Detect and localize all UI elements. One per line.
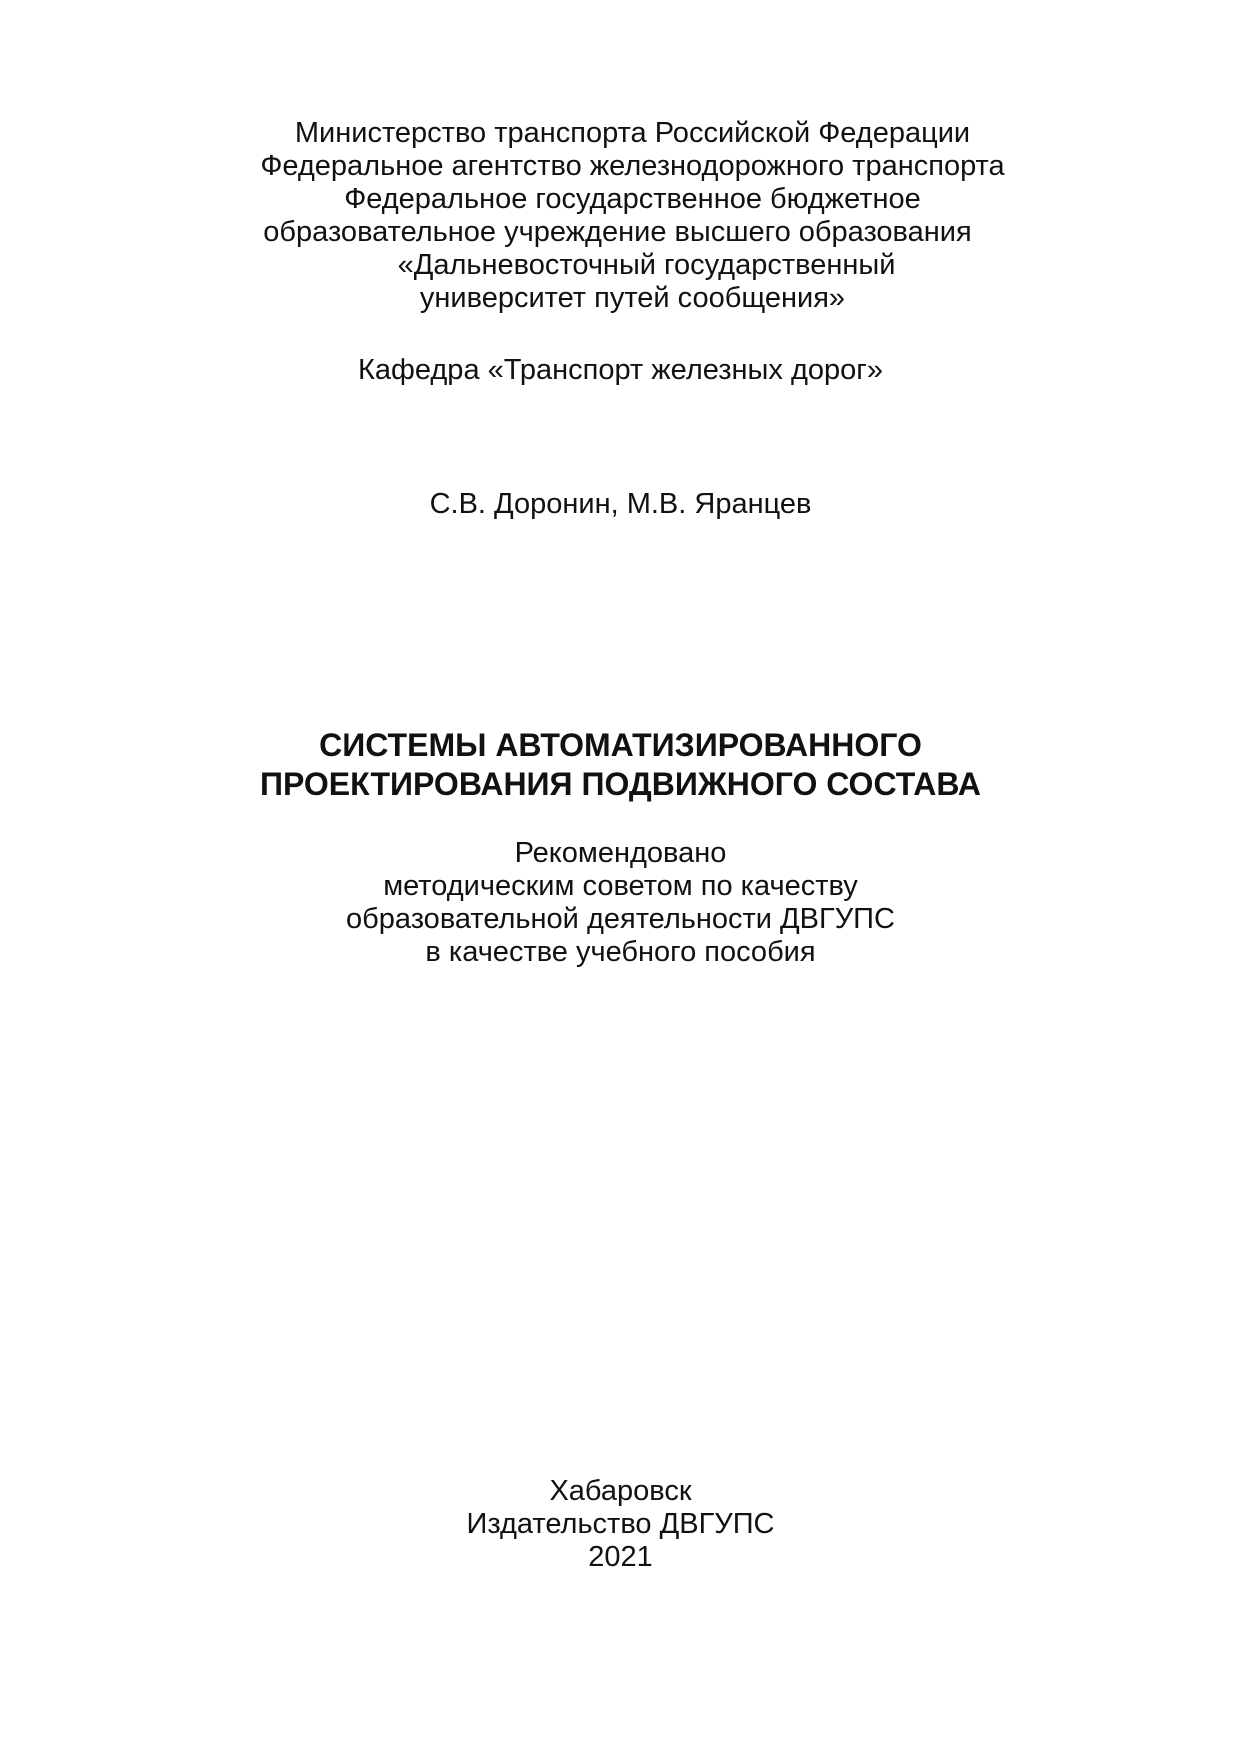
recommendation: [0, 837, 1241, 969]
institution-type-line: Федеральное государственное бюджетное: [344, 183, 921, 215]
department: [0, 354, 1241, 387]
department-line: Кафедра «Транспорт железных дорог»: [358, 354, 883, 386]
recommendation-line-1: Рекомендовано: [514, 837, 727, 869]
title-line-2: ПРОЕКТИРОВАНИЯ ПОДВИЖНОГО СОСТАВА: [259, 766, 982, 802]
recommendation-line-2: методическим советом по качеству: [383, 870, 858, 902]
imprint: [0, 1475, 1241, 1574]
university-name-line-1: «Дальневосточный государственный: [397, 249, 896, 281]
recommendation-line-3: образовательной деятельности ДВГУПС: [346, 903, 895, 935]
imprint-year: 2021: [588, 1541, 653, 1573]
recommendation-line-4: в качестве учебного пособия: [425, 936, 816, 968]
imprint-publisher: Издательство ДВГУПС: [466, 1508, 775, 1540]
organization-header: [0, 117, 1241, 315]
title-line-1: СИСТЕМЫ АВТОМАТИЗИРОВАННОГО: [319, 727, 922, 763]
university-name-line-2: университет путей сообщения»: [419, 282, 846, 314]
agency-line: Федеральное агентство железнодорожного транспорта: [260, 150, 1005, 182]
authors: [0, 488, 1241, 521]
authors-line: С.В. Доронин, М.В. Яранцев: [429, 488, 812, 520]
document-title: [0, 726, 1241, 804]
ministry-line: Министерство транспорта Российской Федерации: [294, 117, 971, 149]
education-level-line: образовательное учреждение высшего образования: [263, 216, 972, 248]
imprint-city: Хабаровск: [549, 1475, 692, 1507]
